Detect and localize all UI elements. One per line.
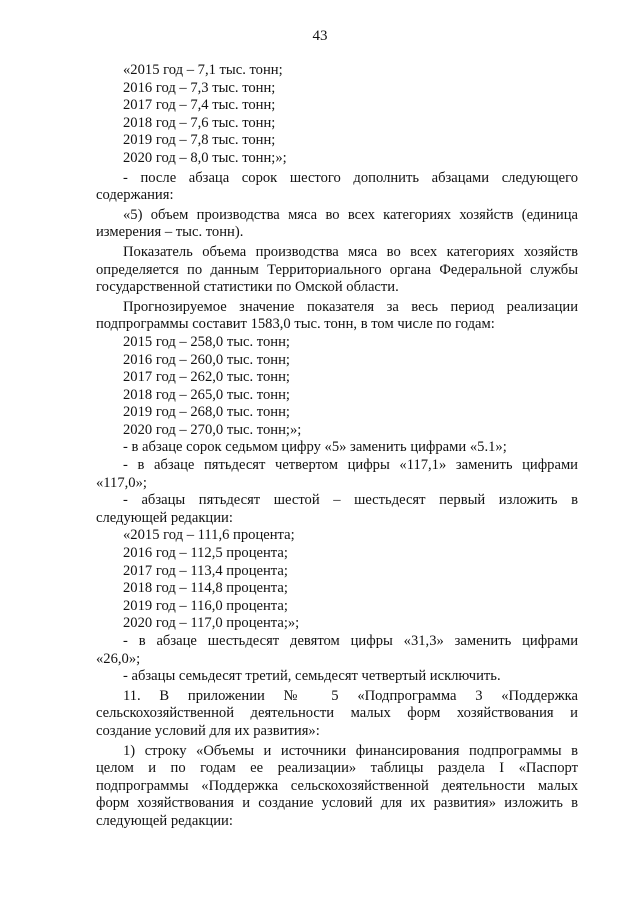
paragraph xyxy=(96,688,578,741)
text-line: целом и по годам ее реализации» таблицы раздела I «Паспорт xyxy=(96,760,578,777)
text-line: форм хозяйствования и создание условий для их развития» изложить в xyxy=(96,795,578,812)
text-line: 2020 год – 117,0 процента;»; xyxy=(123,615,300,632)
text-line: подпрограммы «Поддержка сельскохозяйственной деятельности малых xyxy=(96,777,578,794)
text-line: 1) строку «Объемы и источники финансирования подпрограммы в xyxy=(123,742,578,759)
text-line: следующей редакции: xyxy=(96,812,233,829)
text-line: 2015 год – 258,0 тыс. тонн; xyxy=(123,333,290,350)
text-line: 2018 год – 265,0 тыс. тонн; xyxy=(123,386,290,403)
paragraph xyxy=(96,62,578,168)
text-line: - в абзаце пятьдесят четвертом цифры «117,1» заменить цифрами xyxy=(123,457,578,474)
text-line: определяется по данным Территориального органа Федеральной службы xyxy=(96,261,578,278)
text-line: - в абзаце шестьдесят девятом цифры «31,3» заменить цифрами xyxy=(123,633,578,649)
paragraph xyxy=(96,170,578,205)
paragraph xyxy=(96,743,578,831)
text-line: - абзацы пятьдесят шестой – шестьдесят первый изложить в xyxy=(123,492,578,509)
text-line: Показатель объема производства мяса во всех категориях хозяйств xyxy=(123,243,578,260)
text-line: следующей редакции: xyxy=(96,509,233,526)
text-line: 2017 год – 113,4 процента; xyxy=(123,562,288,579)
text-line: 2020 год – 8,0 тыс. тонн;»; xyxy=(123,149,287,166)
text-line: 2016 год – 260,0 тыс. тонн; xyxy=(123,351,290,368)
text-line: Прогнозируемое значение показателя за весь период реализации xyxy=(123,298,578,315)
text-line: 11. В приложении № 5 «Подпрограмма 3 «Поддержка xyxy=(123,687,578,704)
text-line: государственной статистики по Омской области. xyxy=(96,279,399,296)
text-line: 2016 год – 7,3 тыс. тонн; xyxy=(123,79,276,96)
text-line: 2019 год – 7,8 тыс. тонн; xyxy=(123,132,276,149)
text-line: 2017 год – 262,0 тыс. тонн; xyxy=(123,369,290,386)
paragraph xyxy=(96,244,578,297)
text-line: «2015 год – 7,1 тыс. тонн; xyxy=(123,62,283,78)
text-line: подпрограммы составит 1583,0 тыс. тонн, в том числе по годам: xyxy=(96,316,495,333)
text-line: «26,0»; xyxy=(96,650,141,667)
text-line: «5) объем производства мяса во всех категориях хозяйств (единица xyxy=(123,206,578,223)
text-line: «117,0»; xyxy=(96,474,147,491)
text-line: - абзацы семьдесят третий, семьдесят четвертый исключить. xyxy=(123,668,501,685)
text-line: 2018 год – 7,6 тыс. тонн; xyxy=(123,114,276,131)
text-line: измерения – тыс. тонн). xyxy=(96,224,244,241)
text-line: 2016 год – 112,5 процента; xyxy=(123,545,288,562)
document-body xyxy=(96,62,578,833)
paragraph xyxy=(96,207,578,242)
text-line: - после абзаца сорок шестого дополнить абзацами следующего xyxy=(123,169,578,186)
text-line: содержания: xyxy=(96,187,174,204)
text-line: 2017 год – 7,4 тыс. тонн; xyxy=(123,97,276,114)
text-line: - в абзаце сорок седьмом цифру «5» заменить цифрами «5.1»; xyxy=(123,439,507,456)
text-line: 2019 год – 268,0 тыс. тонн; xyxy=(123,404,290,421)
text-line: 2018 год – 114,8 процента; xyxy=(123,580,288,597)
text-line: создание условий для их развития»: xyxy=(96,722,320,739)
text-line: 2020 год – 270,0 тыс. тонн;»; xyxy=(123,421,302,438)
text-line: 2019 год – 116,0 процента; xyxy=(123,597,288,614)
text-line: сельскохозяйственной деятельности малых форм хозяйствования и xyxy=(96,705,578,722)
paragraph xyxy=(96,299,578,686)
page-number: 43 xyxy=(312,28,328,44)
text-line: «2015 год – 111,6 процента; xyxy=(123,527,295,544)
